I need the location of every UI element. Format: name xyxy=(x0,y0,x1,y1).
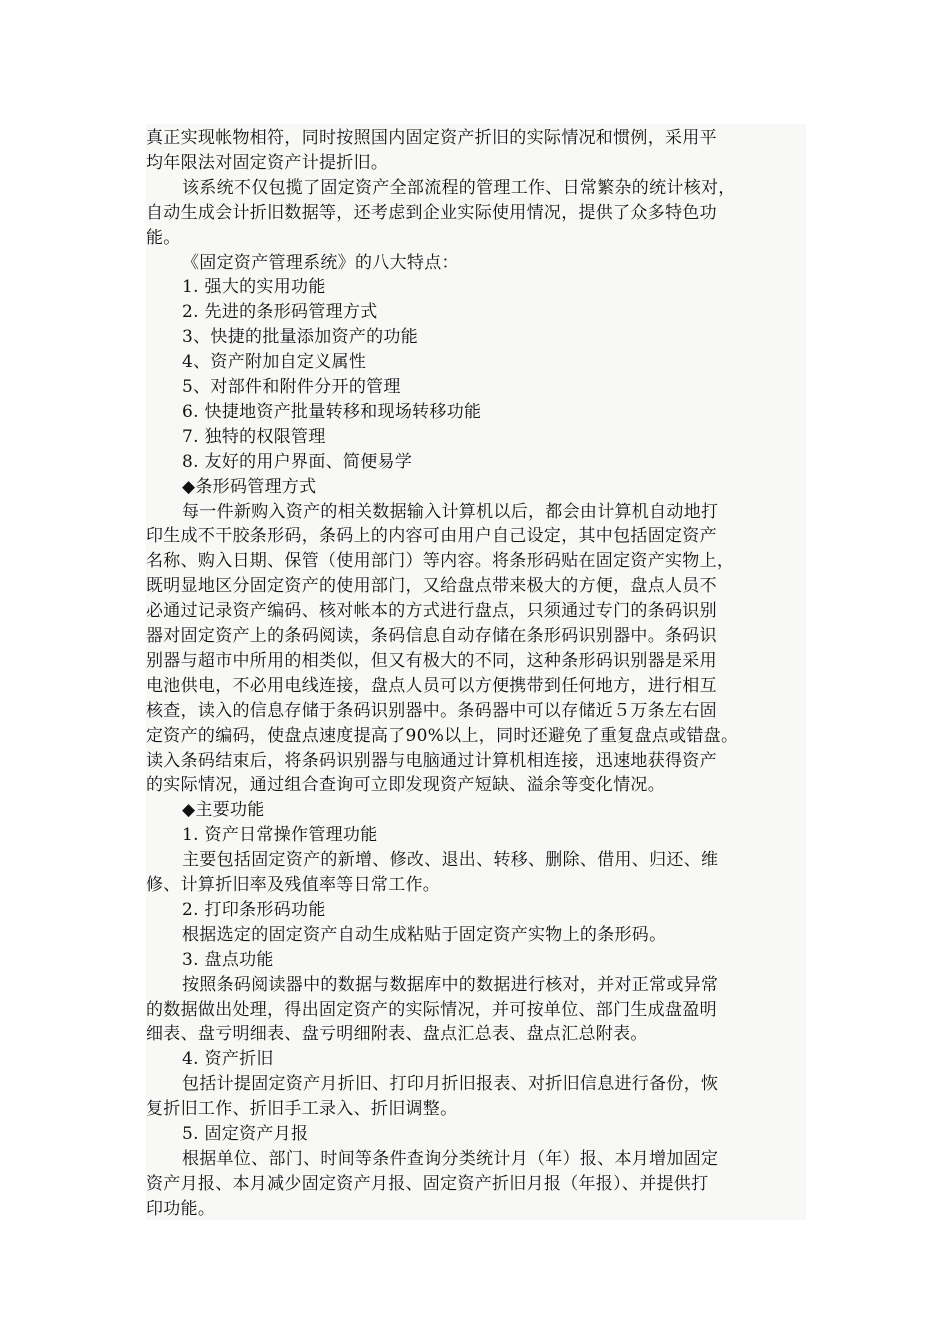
text-line: 根据单位、部门、时间等条件查询分类统计月（年）报、本月增加固定 xyxy=(182,1148,719,1169)
text-line: 4. 资产折旧 xyxy=(182,1049,274,1070)
text-line: ◆主要功能 xyxy=(182,800,265,821)
text-line: 的实际情况，通过组合查询可立即发现资产短缺、溢余等变化情况。 xyxy=(146,775,665,796)
text-line: 必通过记录资产编码、核对帐本的方式进行盘点，只须通过专门的条码识别 xyxy=(146,601,717,622)
text-line: 主要包括固定资产的新增、修改、退出、转移、删除、借用、归还、维 xyxy=(182,850,719,871)
text-line: 别器与超市中所用的相类似，但又有极大的不同，这种条形码识别器是采用 xyxy=(146,650,717,671)
text-line: 7. 独特的权限管理 xyxy=(182,426,326,447)
text-line: 器对固定资产上的条码阅读，条码信息自动存储在条形码识别器中。条码识 xyxy=(146,626,717,646)
text-line: 能。 xyxy=(146,227,181,248)
text-line: 5. 固定资产月报 xyxy=(182,1124,309,1144)
text-line: 按照条码阅读器中的数据与数据库中的数据进行核对，并对正常或异常 xyxy=(182,974,719,995)
text-line: 印功能。 xyxy=(146,1198,216,1219)
text-line: 4、资产附加自定义属性 xyxy=(182,352,367,373)
text-line: 2. 打印条形码功能 xyxy=(182,899,326,920)
text-line: 8. 友好的用户界面、简便易学 xyxy=(182,451,413,472)
text-line: 修、计算折旧率及残值率等日常工作。 xyxy=(146,875,441,895)
text-line: 3、快捷的批量添加资产的功能 xyxy=(182,327,419,348)
text-line: 复折旧工作、折旧手工录入、折旧调整。 xyxy=(146,1099,458,1120)
text-line: 资产月报、本月减少固定资产月报、固定资产折旧月报（年报）、并提供打 xyxy=(146,1173,709,1194)
text-line: 读入条码结束后，将条码识别器与电脑通过计算机相连接，迅速地获得资产 xyxy=(146,750,717,771)
text-line: 包括计提固定资产月折旧、打印月折旧报表、对折旧信息进行备份，恢 xyxy=(182,1074,719,1095)
text-line: 核查，读入的信息存储于条码识别器中。条码器中可以存储近５万条左右固 xyxy=(146,700,717,721)
text-line: 的数据做出处理，得出固定资产的实际情况，并可按单位、部门生成盘盈明 xyxy=(146,999,717,1020)
text-line: 名称、购入日期、保管（使用部门）等内容。将条形码贴在固定资产实物上， xyxy=(146,551,735,572)
text-line: 均年限法对固定资产计提折旧。 xyxy=(146,152,389,173)
text-line: 既明显地区分固定资产的使用部门，又给盘点带来极大的方便，盘点人员不 xyxy=(146,576,717,597)
text-line: 根据选定的固定资产自动生成粘贴于固定资产实物上的条形码。 xyxy=(182,924,667,945)
text-line: 3. 盘点功能 xyxy=(182,949,274,970)
text-line: 每一件新购入资产的相关数据输入计算机以后，都会由计算机自动地打 xyxy=(182,501,719,522)
text-line: 电池供电，不必用电线连接，盘点人员可以方便携带到任何地方，进行相互 xyxy=(146,675,717,696)
text-line: 自动生成会计折旧数据等，还考虑到企业实际使用情况，提供了众多特色功 xyxy=(146,202,717,223)
text-line: 细表、盘亏明细表、盘亏明细附表、盘点汇总表、盘点汇总附表。 xyxy=(146,1024,648,1045)
text-line: 该系统不仅包揽了固定资产全部流程的管理工作、日常繁杂的统计核对， xyxy=(182,177,736,198)
text-line: 《固定资产管理系统》的八大特点： xyxy=(182,252,459,273)
text-line: 定资产的编码，使盘点速度提高了90%以上，同时还避免了重复盘点或错盘。 xyxy=(146,725,739,746)
text-line: 2. 先进的条形码管理方式 xyxy=(182,302,378,323)
text-line: 1. 资产日常操作管理功能 xyxy=(182,825,378,846)
text-line: 真正实现帐物相符，同时按照国内固定资产折旧的实际情况和惯例，采用平 xyxy=(146,128,717,148)
text-line: 印生成不干胶条形码，条码上的内容可由用户自己设定，其中包括固定资产 xyxy=(146,526,717,547)
text-line: ◆条形码管理方式 xyxy=(182,476,317,497)
text-line: 6. 快捷地资产批量转移和现场转移功能 xyxy=(182,401,482,422)
text-line: 5、对部件和附件分开的管理 xyxy=(182,377,401,397)
document-page xyxy=(146,124,806,1220)
text-line: 1. 强大的实用功能 xyxy=(182,277,326,298)
